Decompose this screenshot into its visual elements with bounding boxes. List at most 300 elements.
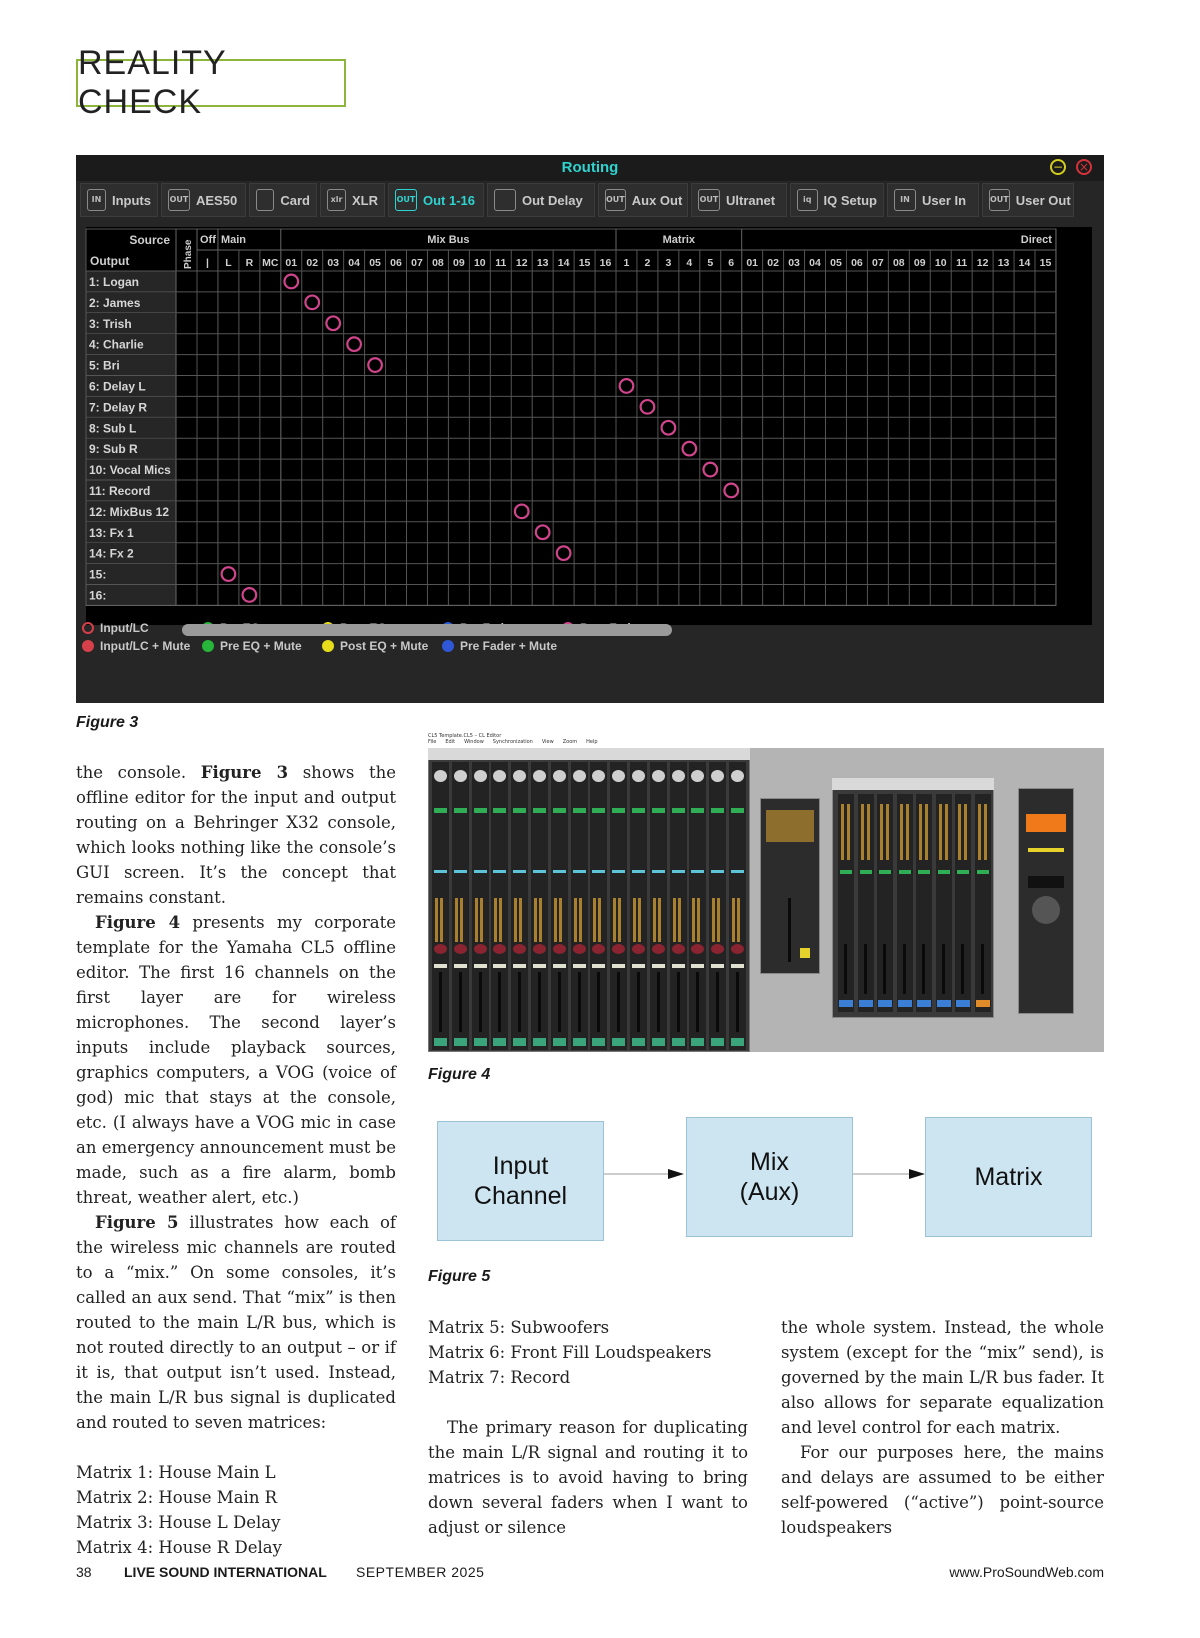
list-item: Matrix 7: Record	[428, 1368, 571, 1387]
channel-status	[553, 808, 566, 813]
channel-knob-icon	[573, 770, 586, 782]
list-item: Matrix 3: House L Delay	[76, 1513, 281, 1532]
channel-status	[672, 808, 685, 813]
tab-card[interactable]	[249, 183, 317, 217]
cl5-editor-screenshot	[428, 748, 1104, 1052]
channel-fader-track	[677, 972, 680, 1032]
matrix-label	[917, 1000, 931, 1007]
column-label: 4	[686, 257, 693, 269]
list-item: Matrix 6: Front Fill Loudspeakers	[428, 1343, 712, 1362]
channel-knob-icon	[632, 770, 645, 782]
column-label: 15	[578, 257, 591, 269]
matrix-meter	[861, 804, 864, 860]
matrix-list	[76, 1460, 396, 1560]
channel-on-icon	[454, 944, 467, 954]
channel-on-icon	[672, 944, 685, 954]
channel-fader-track	[716, 972, 719, 1032]
out-icon: OUT	[168, 189, 190, 211]
routing-grid	[86, 227, 1092, 625]
channel-knob-icon	[553, 770, 566, 782]
box-label: Matrix	[974, 1163, 1043, 1191]
matrix-status	[840, 870, 852, 874]
channel-on-icon	[474, 944, 487, 954]
channel-fader-track	[578, 972, 581, 1032]
output-row-label: 2: James	[89, 295, 141, 310]
legend-item	[442, 639, 557, 653]
tab-label: XLR	[352, 192, 378, 208]
out-icon: OUT	[989, 189, 1010, 211]
group-header: Direct	[1020, 234, 1052, 246]
tab-user-in[interactable]	[887, 183, 979, 217]
column-label: 12	[976, 257, 989, 269]
tab-label: Out 1-16	[423, 192, 476, 208]
matrix-label	[898, 1000, 912, 1007]
matrix-fader-track	[864, 944, 867, 994]
channel-meter	[475, 898, 478, 942]
section-title: REALITY CHECK	[78, 44, 227, 121]
routing-editor-screenshot	[76, 155, 1104, 703]
output-row-label: 12: MixBus 12	[89, 504, 170, 519]
cl5-menu-item[interactable]: File	[428, 739, 437, 745]
box-label: Mix (Aux)	[739, 1148, 800, 1206]
legend-item	[202, 639, 302, 653]
channel-name	[592, 964, 605, 968]
channel-eq	[731, 870, 744, 873]
channel-status	[474, 808, 487, 813]
channel-name	[434, 964, 447, 968]
source-label: Source	[129, 233, 170, 247]
output-label: Output	[90, 254, 130, 268]
channel-fader-track	[657, 972, 660, 1032]
stereo-indicator	[800, 948, 810, 958]
matrix-meter	[978, 804, 981, 860]
group-header: Matrix	[662, 234, 696, 246]
channel-meter	[499, 898, 502, 942]
channel-status	[454, 808, 467, 813]
cl5-menu-item[interactable]: View	[541, 739, 554, 745]
channel-fader-track	[736, 972, 739, 1032]
xlr-icon: xlr	[327, 189, 346, 211]
channel-label	[612, 1038, 625, 1046]
channel-label	[553, 1038, 566, 1046]
tab-aes50[interactable]	[161, 183, 246, 217]
tab-label: User In	[922, 192, 967, 208]
ring-icon	[82, 622, 94, 634]
arrow-head-icon	[668, 1169, 684, 1179]
matrix-meter	[900, 804, 903, 860]
figure-5-caption: Figure 5	[428, 1268, 491, 1285]
group-header: Main	[220, 234, 247, 246]
legend-item	[82, 621, 149, 635]
channel-meter	[539, 898, 542, 942]
column-label: 09	[453, 257, 465, 269]
matrix-fader-track	[981, 944, 984, 994]
cl5-menu-item[interactable]: Synchronization	[492, 739, 533, 745]
channel-meter	[613, 898, 616, 942]
channel-name	[454, 964, 467, 968]
column-label: 09	[913, 257, 926, 269]
channel-eq	[454, 870, 467, 873]
channel-eq	[493, 870, 506, 873]
channel-name	[731, 964, 744, 968]
channel-on-icon	[731, 944, 744, 954]
text-run: shows the offline editor for the input and output routing on a Behringer X32 console, which looks nothing like the console’s GUI screen. It’s the concept that remains constant.	[76, 763, 396, 907]
phase-label: Phase	[183, 239, 194, 269]
channel-status	[493, 808, 506, 813]
column-label: 08	[432, 257, 444, 269]
channel-meter	[519, 898, 522, 942]
issue-date: SEPTEMBER 2025	[356, 1564, 485, 1580]
channel-name	[612, 964, 625, 968]
left-text-column	[76, 760, 396, 1560]
cl5-menu-item[interactable]: Window	[464, 739, 484, 745]
output-row-label: 16:	[89, 588, 107, 603]
matrix-fader-track	[961, 944, 964, 994]
routing-grid-panel	[86, 227, 1092, 625]
cl5-window-title: CL5 Template.CL5 – CL Editor	[428, 733, 502, 739]
channel-eq	[711, 870, 724, 873]
cl5-window-titlebar	[428, 733, 758, 747]
main-display	[1026, 814, 1066, 832]
channel-label	[652, 1038, 665, 1046]
channel-meter	[440, 898, 443, 942]
matrix-meter	[841, 804, 844, 860]
channel-label	[672, 1038, 685, 1046]
channel-label	[533, 1038, 546, 1046]
close-icon[interactable]: ×	[1076, 159, 1092, 175]
channel-fader-track	[518, 972, 521, 1032]
channel-meter	[480, 898, 483, 942]
in-icon: IN	[894, 189, 916, 211]
channel-meter	[618, 898, 621, 942]
matrix-fader-track	[922, 944, 925, 994]
main-counter	[1028, 876, 1064, 888]
grid-scrollbar[interactable]	[182, 624, 672, 636]
matrix-meter	[945, 804, 948, 860]
matrix-status	[860, 870, 872, 874]
tab-label: IQ Setup	[823, 192, 877, 208]
legend-label: Input/LC + Mute	[100, 639, 191, 653]
text-run: presents my corporate template for the Yamaha CL5 offline editor. The first 16 channels on the first layer are for wireless microphones. The second layer’s inputs include playback sources, graphics computers, a VOG (voice of god) mic that stays at the console, etc. (I always have a VOG mic in case an emergency announcement must be made, such as a fire alarm, bomb threat, weather alert, etc.)	[76, 913, 396, 1207]
tab-label: Aux Out	[631, 192, 683, 208]
input-channel-box	[437, 1121, 604, 1241]
matrix-label	[878, 1000, 892, 1007]
box-label: Input Channel	[473, 1152, 568, 1210]
channel-fader-track	[597, 972, 600, 1032]
matrix-status	[918, 870, 930, 874]
column-label: 03	[327, 257, 340, 269]
card-icon	[256, 189, 274, 211]
channel-label	[573, 1038, 586, 1046]
channel-meter	[717, 898, 720, 942]
right-text-column	[781, 1315, 1104, 1540]
channel-eq	[592, 870, 605, 873]
channel-on-icon	[533, 944, 546, 954]
group-header: Off	[200, 234, 216, 246]
column-label: 06	[851, 257, 863, 269]
paragraph	[76, 1210, 396, 1435]
channel-meter	[653, 898, 656, 942]
iq-icon: iq	[797, 189, 818, 211]
column-label: 14	[1018, 257, 1031, 269]
column-label: 04	[809, 257, 821, 269]
channel-meter	[455, 898, 458, 942]
matrix-fader-track	[883, 944, 886, 994]
channel-meter	[638, 898, 641, 942]
tab-out-delay[interactable]	[487, 183, 595, 217]
delay-icon	[494, 189, 516, 211]
channel-eq	[652, 870, 665, 873]
channel-knob-icon	[474, 770, 487, 782]
channel-on-icon	[553, 944, 566, 954]
output-row-label: 8: Sub L	[89, 421, 137, 436]
filled-circle-icon	[442, 640, 454, 652]
matrix-meter	[919, 804, 922, 860]
column-label: 07	[411, 257, 423, 269]
minimize-icon[interactable]: −	[1050, 159, 1066, 175]
channel-fader-track	[538, 972, 541, 1032]
text-run: illustrates how each of the wireless mic channels are routed to a “mix.” On some consoles, it’s called an aux send. That “mix” is then routed to the main L/R bus, which is not routed directly to an output – or if it is, that output isn’t used. Instead, the main L/R bus signal is duplicated and routed to seven matrices:	[76, 1213, 396, 1432]
channel-fader-track	[479, 972, 482, 1032]
figure-ref: Figure 3	[200, 763, 289, 782]
matrix-fader-track	[942, 944, 945, 994]
channel-label	[632, 1038, 645, 1046]
matrix-meter	[867, 804, 870, 860]
output-row-label: 11: Record	[89, 484, 151, 498]
cl5-menu-item[interactable]: Zoom	[562, 739, 578, 745]
channel-meter	[673, 898, 676, 942]
output-row-label: 10: Vocal Mics	[89, 463, 171, 478]
channel-meter	[554, 898, 557, 942]
channel-status	[711, 808, 724, 813]
column-label: 01	[746, 257, 759, 269]
channel-name	[493, 964, 506, 968]
routing-tabs	[80, 183, 1100, 217]
channel-status	[612, 808, 625, 813]
legend-label: Pre Fader + Mute	[460, 639, 558, 653]
column-label: 13	[997, 257, 1010, 269]
group-header: Mix Bus	[427, 234, 470, 246]
channel-fader-track	[637, 972, 640, 1032]
tab-out-1-16[interactable]	[388, 183, 484, 217]
channel-on-icon	[434, 944, 447, 954]
channel-label	[731, 1038, 744, 1046]
channel-meter	[633, 898, 636, 942]
column-label: 05	[830, 257, 842, 269]
routing-title: Routing	[76, 155, 1104, 181]
website-url: www.ProSoundWeb.com	[949, 1564, 1104, 1580]
output-row-label: 7: Delay R	[89, 400, 148, 415]
channel-status	[731, 808, 744, 813]
channel-knob-icon	[672, 770, 685, 782]
channel-eq	[691, 870, 704, 873]
matrix-status	[879, 870, 891, 874]
channel-meter	[732, 898, 735, 942]
matrix-box	[925, 1117, 1092, 1237]
column-label: 11	[495, 257, 507, 269]
tab-ultranet[interactable]	[691, 183, 787, 217]
tab-aux-out[interactable]	[598, 183, 688, 217]
channel-meter	[712, 898, 715, 942]
channel-meter	[435, 898, 438, 942]
output-row-label: 3: Trish	[89, 316, 132, 331]
tab-label: Inputs	[112, 192, 151, 208]
out-icon: OUT	[605, 189, 626, 211]
list-item: Matrix 5: Subwoofers	[428, 1318, 610, 1337]
out-icon: OUT	[395, 189, 417, 211]
tab-inputs[interactable]	[80, 183, 158, 217]
in-icon: IN	[87, 189, 106, 211]
column-label: 06	[390, 257, 402, 269]
column-label: 03	[788, 257, 800, 269]
channel-on-icon	[573, 944, 586, 954]
filled-circle-icon	[322, 640, 334, 652]
matrix-meter	[964, 804, 967, 860]
column-label: 07	[872, 257, 884, 269]
channel-knob-icon	[731, 770, 744, 782]
matrix-fader-track	[903, 944, 906, 994]
matrix-status	[938, 870, 950, 874]
column-label: 12	[515, 257, 528, 269]
column-label: 05	[369, 257, 381, 269]
output-row-label: 15:	[89, 567, 107, 582]
channel-eq	[573, 870, 586, 873]
channel-meter	[737, 898, 740, 942]
window-titlebar	[832, 778, 994, 790]
paragraph: the whole system. Instead, the whole system (except for the “mix” send), is governed by the main L/R bus fader. It also allows for separate equalization and level control for each matrix.	[781, 1318, 1104, 1437]
column-label: R	[245, 257, 254, 269]
channel-meter	[579, 898, 582, 942]
channel-name	[474, 964, 487, 968]
column-label: 16	[599, 257, 612, 269]
matrix-meter	[925, 804, 928, 860]
paragraph	[76, 760, 396, 910]
cl5-menu-item[interactable]: Help	[586, 739, 598, 745]
tab-label: Card	[280, 192, 310, 208]
channel-eq	[612, 870, 625, 873]
channel-name	[711, 964, 724, 968]
flow-arrows	[604, 1164, 929, 1184]
output-row-label: 5: Bri	[89, 358, 120, 373]
channel-label	[592, 1038, 605, 1046]
channel-status	[533, 808, 546, 813]
column-label: 1	[623, 257, 630, 269]
output-row-label: 14: Fx 2	[89, 546, 134, 561]
channel-eq	[632, 870, 645, 873]
channel-label	[711, 1038, 724, 1046]
paragraph: For our purposes here, the mains and delays are assumed to be either self-powered (“active”) point-source loudspeakers	[781, 1443, 1104, 1537]
channel-eq	[672, 870, 685, 873]
output-row-label: 1: Logan	[89, 275, 139, 289]
list-item: Matrix 1: House Main L	[76, 1463, 276, 1482]
stereo-fader-track	[788, 898, 791, 962]
channel-name	[573, 964, 586, 968]
tab-iq-setup[interactable]	[790, 183, 884, 217]
column-label: 10	[934, 257, 947, 269]
channel-knob-icon	[533, 770, 546, 782]
list-item: Matrix 2: House Main R	[76, 1488, 278, 1507]
column-label: 01	[285, 257, 298, 269]
column-label: 08	[892, 257, 905, 269]
channel-on-icon	[652, 944, 665, 954]
matrix-status	[899, 870, 911, 874]
channel-name	[632, 964, 645, 968]
channel-name	[691, 964, 704, 968]
channel-meter	[678, 898, 681, 942]
cl5-menu-item[interactable]: Edit	[445, 739, 456, 745]
out-icon: OUT	[698, 189, 720, 211]
channel-knob-icon	[454, 770, 467, 782]
channel-fader-track	[498, 972, 501, 1032]
legend-label: Input/LC	[100, 621, 149, 635]
magazine-name: LIVE SOUND INTERNATIONAL	[124, 1564, 327, 1580]
column-label: MC	[262, 257, 279, 269]
channel-eq	[513, 870, 526, 873]
output-row-label: 4: Charlie	[89, 337, 144, 352]
channel-on-icon	[632, 944, 645, 954]
paragraph	[76, 910, 396, 1210]
channel-meter	[658, 898, 661, 942]
channel-status	[434, 808, 447, 813]
column-label: 02	[306, 257, 319, 269]
channel-label	[691, 1038, 704, 1046]
list-item: Matrix 4: House R Delay	[76, 1538, 282, 1557]
column-label: 13	[536, 257, 549, 269]
column-label: 15	[1039, 257, 1052, 269]
matrix-meter	[886, 804, 889, 860]
channel-meter	[593, 898, 596, 942]
channel-name	[652, 964, 665, 968]
channel-status	[691, 808, 704, 813]
matrix-label	[937, 1000, 951, 1007]
arrow-head-icon	[909, 1169, 925, 1179]
channel-name	[553, 964, 566, 968]
tab-user-out[interactable]	[982, 183, 1074, 217]
channel-label	[454, 1038, 467, 1046]
figure-4-caption: Figure 4	[428, 1066, 491, 1083]
column-label: 04	[348, 257, 360, 269]
main-dial-icon	[1032, 896, 1060, 924]
channel-meter	[692, 898, 695, 942]
channel-knob-icon	[652, 770, 665, 782]
matrix-label	[859, 1000, 873, 1007]
column-label: 10	[473, 257, 486, 269]
channel-name	[672, 964, 685, 968]
legend-item	[82, 639, 190, 653]
channel-meter	[494, 898, 497, 942]
output-row-label: 13: Fx 1	[89, 525, 134, 540]
tab-xlr[interactable]	[320, 183, 385, 217]
channel-fader-track	[439, 972, 442, 1032]
channel-eq	[533, 870, 546, 873]
channel-status	[652, 808, 665, 813]
column-label: L	[225, 257, 232, 269]
matrix-fader-track	[844, 944, 847, 994]
channel-name	[533, 964, 546, 968]
channel-meter	[460, 898, 463, 942]
legend-label: Pre EQ + Mute	[220, 639, 302, 653]
tab-label: Ultranet	[726, 192, 776, 208]
channel-meter	[534, 898, 537, 942]
section-badge	[76, 44, 346, 121]
channel-label	[474, 1038, 487, 1046]
channel-knob-icon	[434, 770, 447, 782]
tab-label: User Out	[1015, 192, 1071, 208]
output-row-label: 6: Delay L	[89, 379, 146, 394]
stereo-meter	[766, 810, 814, 842]
filled-circle-icon	[202, 640, 214, 652]
legend-item	[322, 639, 428, 653]
